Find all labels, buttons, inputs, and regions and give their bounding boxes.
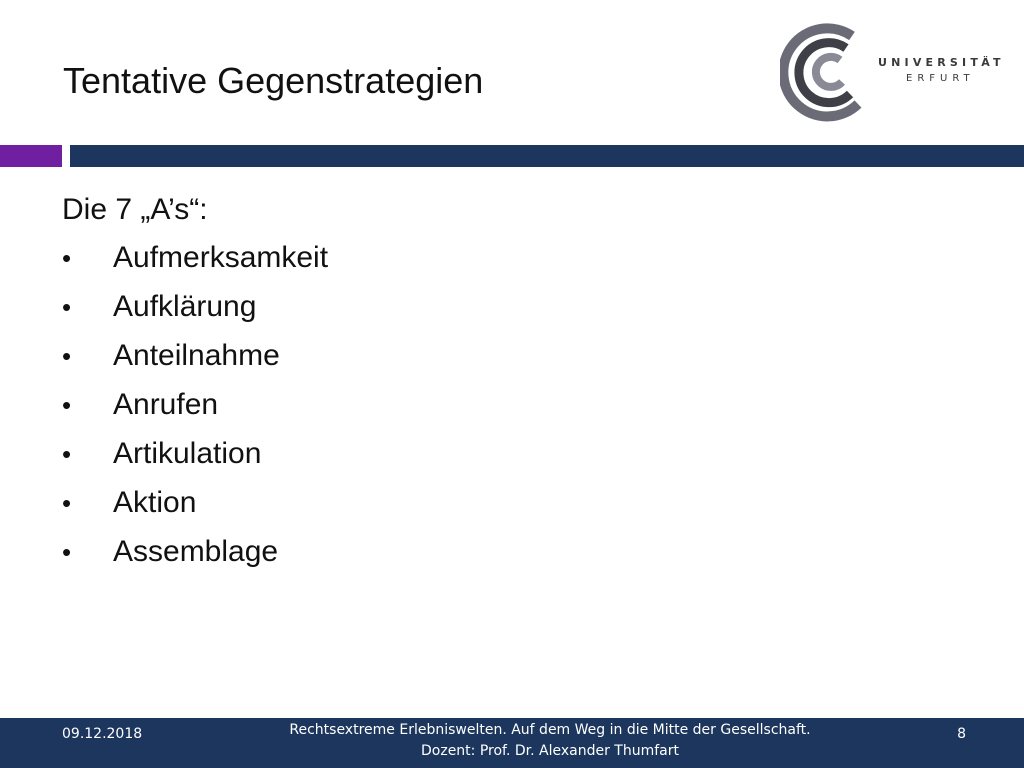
footer-page-number: 8 — [957, 726, 966, 742]
bullet-icon: • — [62, 341, 72, 371]
list-item-text: Anteilnahme — [113, 339, 280, 372]
list-item-text: Assemblage — [113, 535, 279, 568]
bullet-icon: • — [62, 488, 72, 518]
list-item-text: Aufklärung — [113, 290, 257, 323]
footer-lecture-info — [250, 720, 850, 762]
list-intro: Die 7 „A’s“: — [62, 193, 208, 226]
list-item — [62, 336, 962, 385]
list-item — [62, 434, 962, 483]
slide-content — [62, 190, 962, 581]
university-logo-mark — [780, 22, 880, 122]
list-item — [62, 287, 962, 336]
bullet-icon: • — [62, 292, 72, 322]
bullet-icon: • — [62, 390, 72, 420]
logo-university-name: UNIVERSITÄT — [878, 56, 1005, 69]
list-item — [62, 532, 962, 581]
footer-lecture-title: Rechtsextreme Erlebniswelten. Auf dem Weg in die Mitte der Gesellschaft. — [289, 722, 811, 738]
footer-lecturer: Dozent: Prof. Dr. Alexander Thumfart — [421, 743, 679, 759]
university-logo — [780, 22, 1010, 122]
bullet-list — [62, 238, 962, 581]
list-item-text: Anrufen — [113, 388, 219, 421]
slide-title: Tentative Gegenstrategien — [63, 60, 484, 101]
accent-bar-purple — [0, 145, 62, 167]
footer-date: 09.12.2018 — [62, 726, 143, 742]
bullet-icon: • — [62, 243, 72, 273]
bullet-icon: • — [62, 439, 72, 469]
list-item-text: Aufmerksamkeit — [113, 241, 329, 274]
header-divider-bar — [70, 145, 1024, 167]
bullet-icon: • — [62, 537, 72, 567]
list-item-text: Artikulation — [113, 437, 262, 470]
list-item — [62, 385, 962, 434]
footer-bar — [0, 718, 1024, 768]
list-item — [62, 238, 962, 287]
list-item-text: Aktion — [113, 486, 197, 519]
list-item — [62, 483, 962, 532]
logo-city-name: ERFURT — [906, 73, 975, 84]
